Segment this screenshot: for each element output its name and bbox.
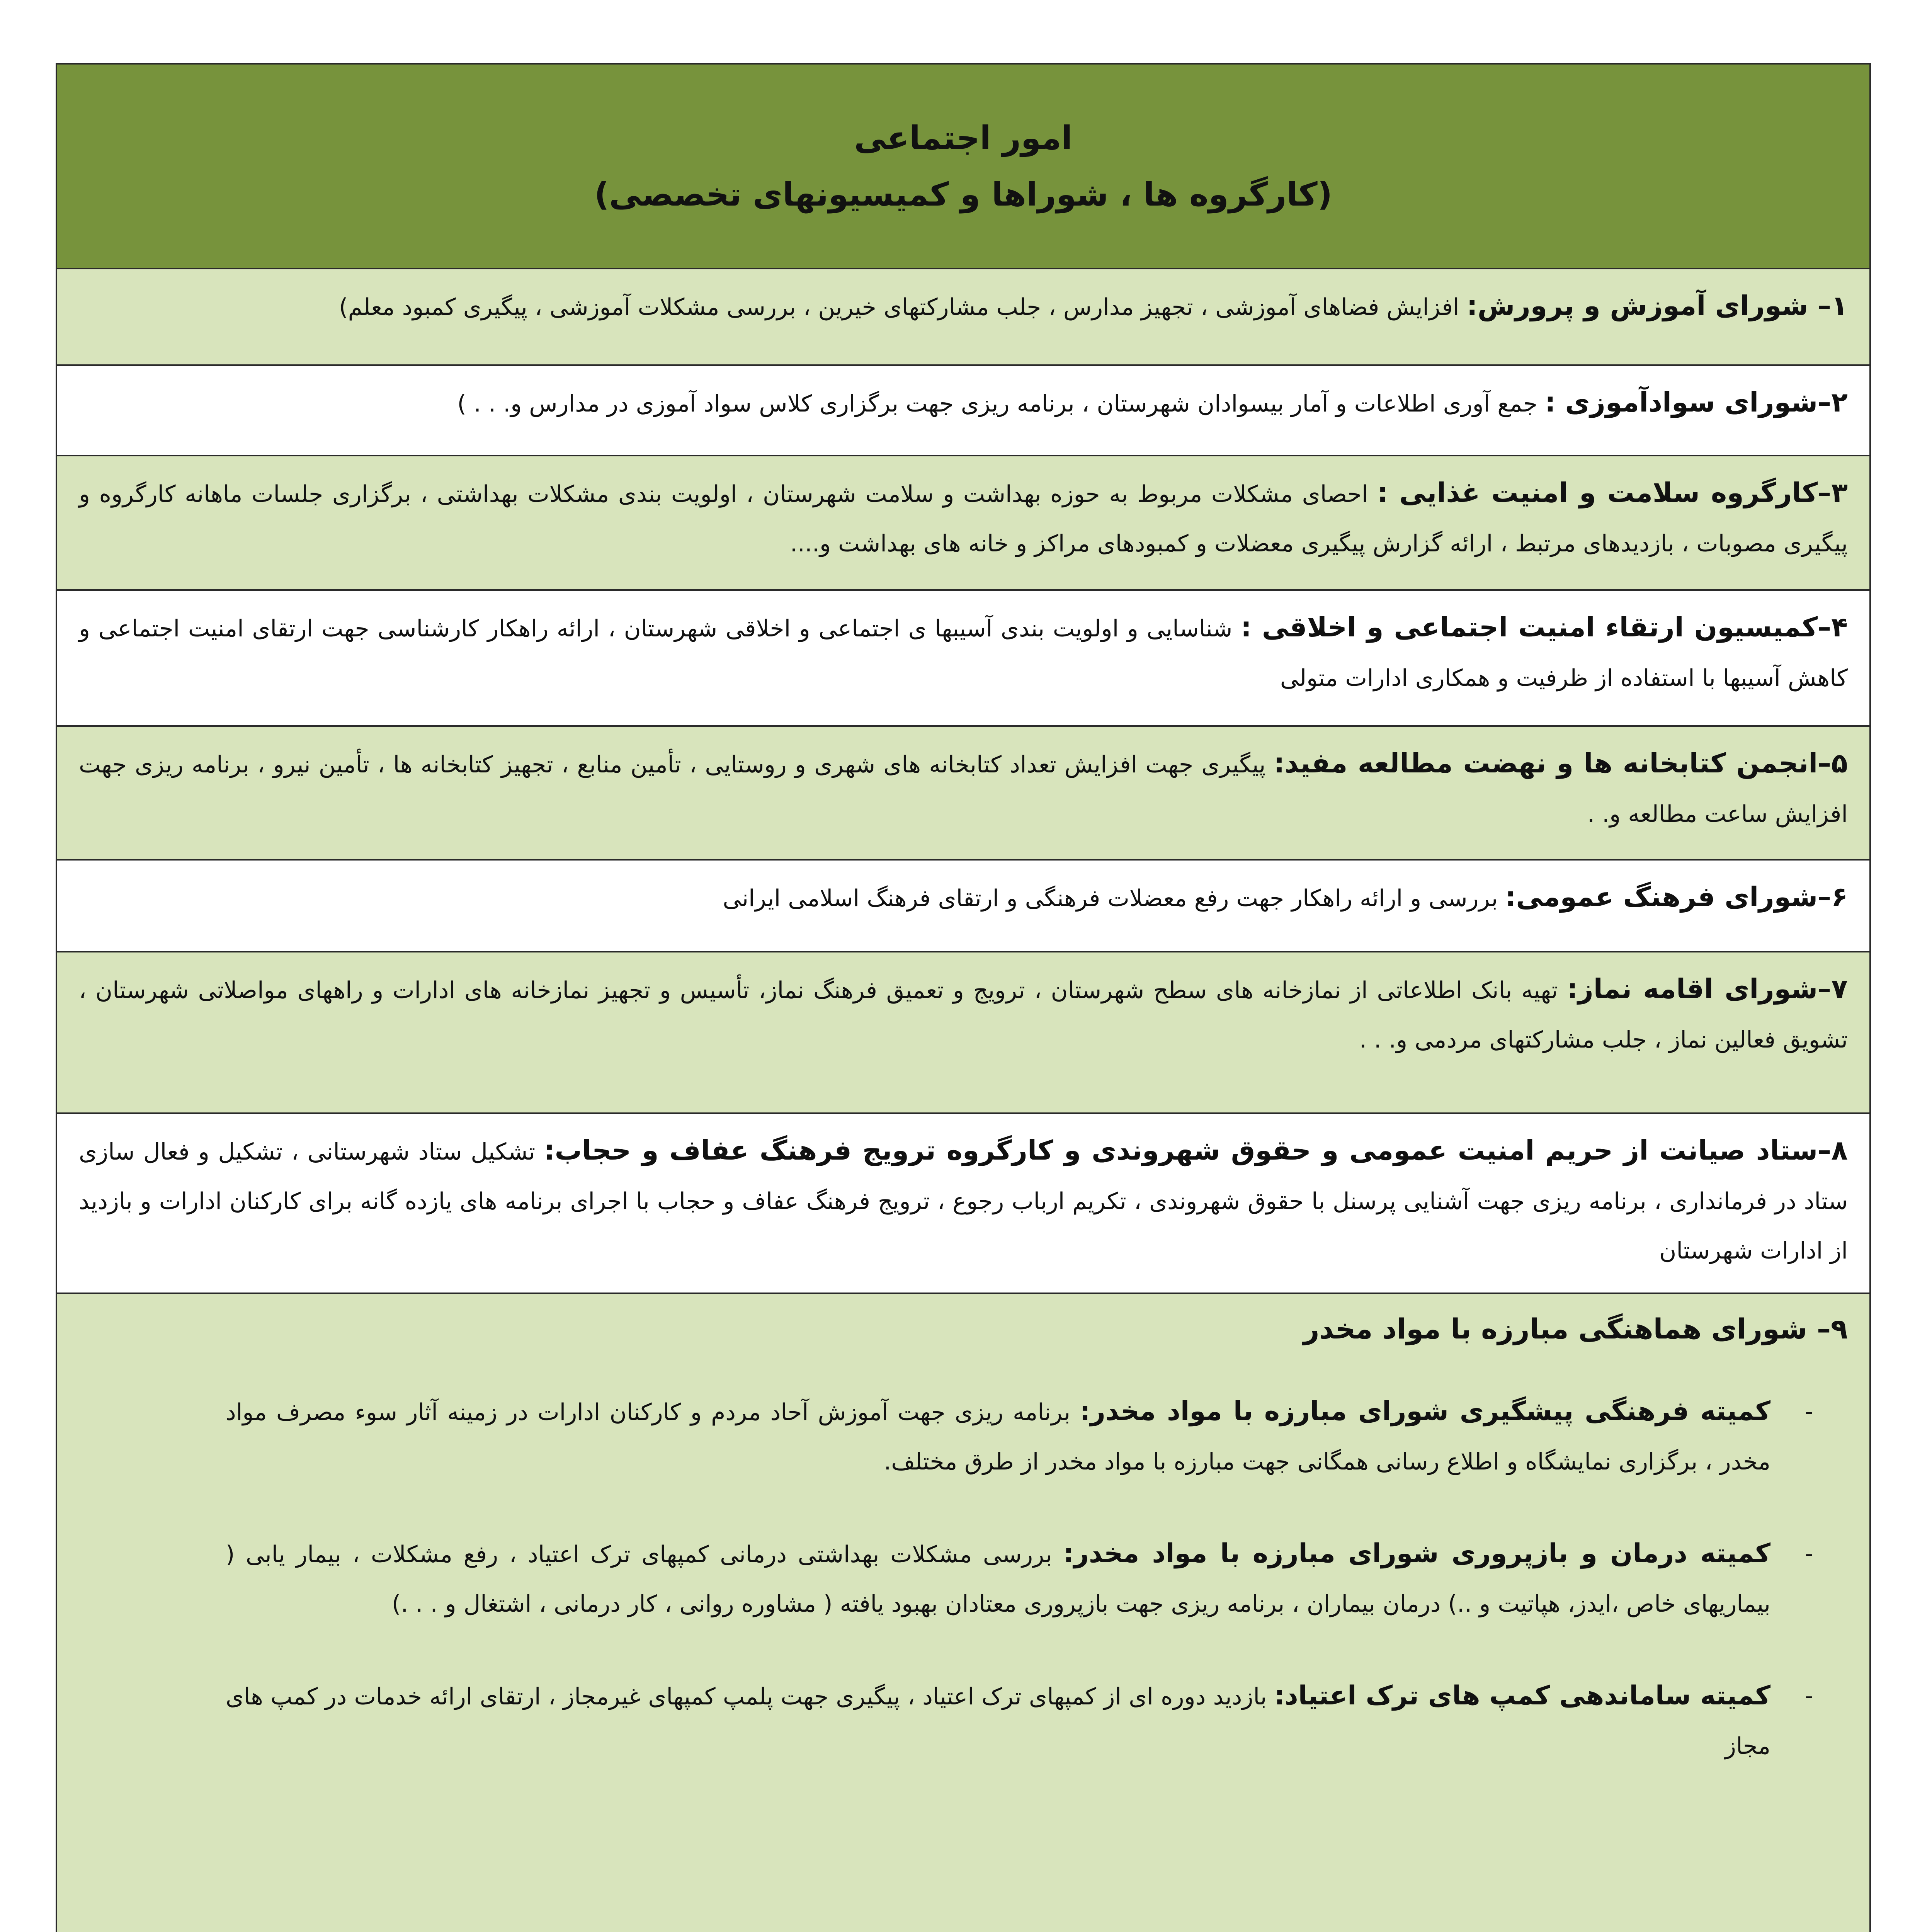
document-subtitle: (کارگروه ها ، شوراها و کمیسیونهای تخصصی) <box>594 175 1333 213</box>
row-title: ۸–ستاد صیانت از حریم امنیت عمومی و حقوق شهروندی و کارگروه ترویج فرهنگ عفاف و حجاب: <box>544 1134 1848 1166</box>
row-education-council <box>57 269 1869 366</box>
row-text: تشکیل ستاد شهرستانی ، تشکیل و فعال سازی ستاد در فرمانداری ، برنامه ریزی جهت آشنایی پرسنل با حقوق شهروندی ، تکریم ارباب رجوع ، ترویج فرهنگ عفاف و حجاب با اجرای برنامه های یازده گانه برای کارکنان ادارات و بازدید از ادارات شهرستان <box>79 1138 1848 1264</box>
list-item-body: بازدید دوره ای از کمپهای ترک اعتیاد ، پیگیری جهت پلمپ کمپهای غیرمجاز ، ارتقای ارائه خدمات در کمپ های مجاز <box>226 1683 1770 1760</box>
row-text: پیگیری جهت افزایش تعداد کتابخانه های شهری و روستایی ، تأمین منابع ، تجهیز کتابخانه ها ، تأمین نیرو ، برنامه ریزی جهت افزایش ساعت مطالعه و. . <box>79 751 1848 828</box>
row-title: ۵–انجمن کتابخانه ها و نهضت مطالعه مفید: <box>1274 747 1848 779</box>
list-item <box>79 1387 1848 1486</box>
list-item-body: بررسی مشکلات بهداشتی درمانی کمپهای ترک اعتیاد ، رفع مشکلات ، بیمار یابی ( بیماریهای خاص ،ایدز، هپاتیت و ..) درمان بیماران ، برنامه ریزی جهت بازپروری معتادان بهبود یافته ( مشاوره روانی ، کار درمانی ، اشتغال و . . .) <box>226 1541 1770 1617</box>
row-paragraph <box>79 872 1848 923</box>
list-item-text <box>79 1387 1770 1486</box>
list-item <box>79 1671 1848 1771</box>
list-item-title: کمیته فرهنگی پیشگیری شورای مبارزه با مواد مخدر: <box>1080 1396 1770 1427</box>
row-prayer-council <box>57 952 1869 1114</box>
list-item-title: کمیته ساماندهی کمپ های ترک اعتیاد: <box>1274 1680 1770 1711</box>
row-text: افزایش فضاهای آموزشی ، تجهیز مدارس ، جلب مشارکتهای خیرین ، بررسی مشکلات آموزشی ، پیگیری کمبود معلم) <box>339 294 1467 321</box>
row-text: احصای مشکلات مربوط به حوزه بهداشت و سلامت شهرستان ، اولویت بندی مشکلات بهداشتی ، برگزاری جلسات ماهانه کارگروه و پیگیری مصوبات ، بازدیدهای مرتبط ، ارائه گزارش پیگیری معضلات و کمبودهای مراکز و خانه های بهداشت و.... <box>79 481 1848 557</box>
row-title: ۷–شورای اقامه نماز: <box>1567 973 1848 1005</box>
row-paragraph <box>79 468 1848 568</box>
list-item-body: برنامه ریزی جهت آموزش آحاد مردم و کارکنان ادارات در زمینه آثار سوء مصرف مواد مخدر ، برگزاری نمایشگاه و اطلاع رسانی همگانی جهت مبارزه با مواد مخدر از طرق مختلف. <box>226 1399 1770 1475</box>
row-public-culture-council <box>57 861 1869 952</box>
row-text: جمع آوری اطلاعات و آمار بیسوادان شهرستان ، برنامه ریزی جهت برگزاری کلاس سواد آموزی در مدارس و. . . ) <box>457 390 1545 417</box>
row-paragraph <box>79 964 1848 1065</box>
row-text: بررسی و ارائه راهکار جهت رفع معضلات فرهنگی و ارتقای فرهنگ اسلامی ایرانی <box>723 885 1505 912</box>
row-health-food-security <box>57 456 1869 591</box>
row-text: شناسایی و اولویت بندی آسیبها ی اجتماعی و اخلاقی شهرستان ، ارائه راهکار کارشناسی جهت ارتقای امنیت اجتماعی و کاهش آسیبها با استفاده از ظرفیت و همکاری ادارات متولی <box>79 615 1848 692</box>
row-title: ۴–کمیسیون ارتقاء امنیت اجتماعی و اخلاقی : <box>1240 611 1848 643</box>
document-header <box>57 65 1869 269</box>
row-libraries-association <box>57 727 1869 861</box>
row-paragraph <box>79 281 1848 332</box>
row-title: ۱– شورای آموزش و پرورش: <box>1466 290 1848 321</box>
row-paragraph <box>79 1126 1848 1276</box>
list-item-text <box>79 1529 1770 1629</box>
dash-bullet-icon: - <box>1805 1682 1813 1709</box>
list-item-title: کمیته درمان و بازپروری شورای مبارزه با مواد مخدر: <box>1063 1538 1771 1569</box>
row-social-security-commission <box>57 591 1869 727</box>
row-anti-drug-council <box>57 1294 1869 1932</box>
dash-bullet-icon: - <box>1805 1540 1813 1567</box>
document-table <box>56 63 1871 1932</box>
row-text: تهیه بانک اطلاعاتی از نمازخانه های سطح شهرستان ، ترویج و تعمیق فرهنگ نماز، تأسیس و تجهیز نمازخانه های ادارات و راههای مواصلاتی شهرستان ، تشویق فعالین نماز ، جلب مشارکتهای مردمی و. . . <box>79 977 1848 1053</box>
row-paragraph <box>79 738 1848 839</box>
row-title: ۳–کارگروه سلامت و امنیت غذایی : <box>1377 477 1848 509</box>
dash-bullet-icon: - <box>1805 1398 1813 1425</box>
row-paragraph <box>79 378 1848 429</box>
list-item-text <box>79 1671 1770 1771</box>
section-title: ۹– شورای هماهنگی مبارزه با مواد مخدر <box>1303 1313 1848 1345</box>
row-title: ۲–شورای سوادآموزی : <box>1545 386 1848 418</box>
row-title: ۶–شورای فرهنگ عمومی: <box>1505 881 1848 913</box>
row-citizen-rights-headquarters <box>57 1114 1869 1294</box>
list-item <box>79 1529 1848 1629</box>
document-title: امور اجتماعی <box>854 119 1073 157</box>
row-paragraph <box>79 602 1848 703</box>
row-literacy-council <box>57 366 1869 456</box>
